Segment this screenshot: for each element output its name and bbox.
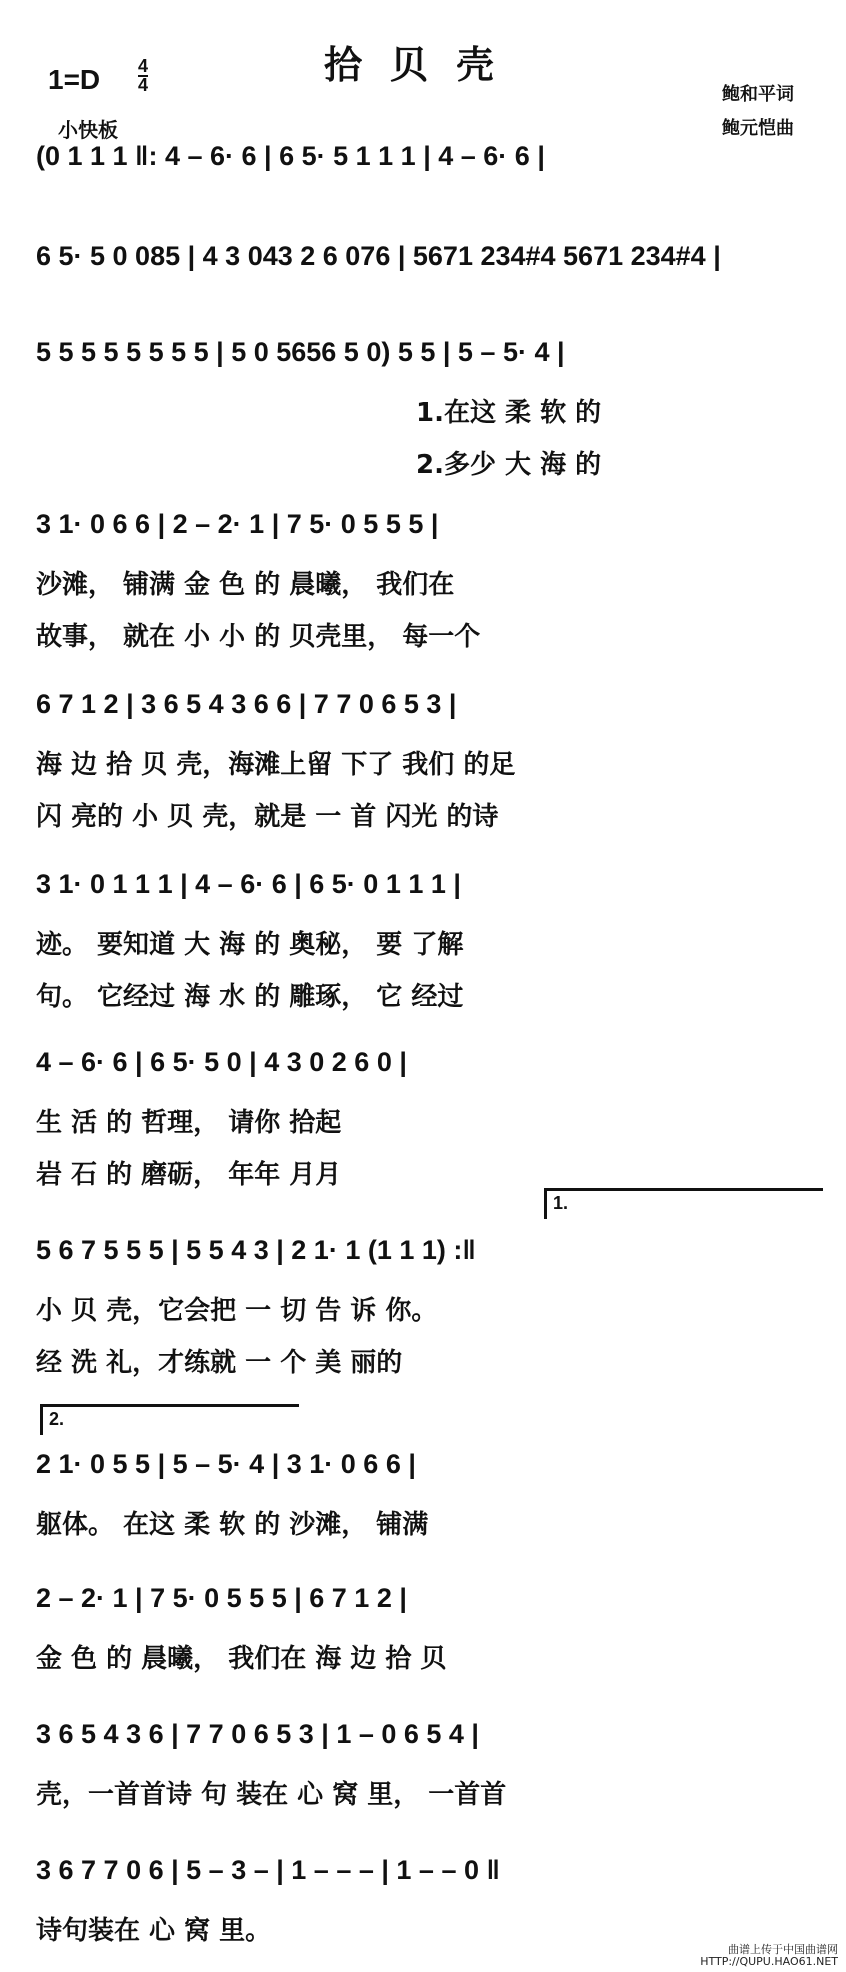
lyric-verse-1: 沙滩， 铺满 金 色 的 晨曦， 我们在 <box>36 570 455 600</box>
lyric-verse-2: 故事， 就在 小 小 的 贝壳里， 每一个 <box>36 622 481 652</box>
notation-line: 3 1· 0 6 6 | 2 – 2· 1 | 7 5· 0 5 5 5 | <box>36 508 439 539</box>
lyric-verse-1: 小 贝 壳，它会把 一 切 告 诉 你。 <box>36 1296 438 1326</box>
time-signature-bottom: 4 <box>138 75 149 95</box>
notation-line: 5 5 5 5 5 5 5 5 | 5 0 5656 5 0) 5 5 | 5 – 5· 4 | <box>36 336 565 367</box>
song-title: 拾贝壳 <box>323 43 522 87</box>
source-watermark <box>700 1944 838 1968</box>
lyric-verse-1: 迹。 要知道 大 海 的 奥秘， 要 了解 <box>36 930 464 960</box>
lyric-verse-2: 闪 亮的 小 贝 壳，就是 一 首 闪光 的诗 <box>36 802 499 832</box>
notation-line: 2 – 2· 1 | 7 5· 0 5 5 5 | 6 7 1 2 | <box>36 1582 407 1613</box>
lyricist-credit: 鲍和平词 <box>722 84 794 105</box>
notation-line: 3 6 5 4 3 6 | 7 7 0 6 5 3 | 1 – 0 6 5 4 | <box>36 1718 479 1749</box>
lyric-line: 金 色 的 晨曦， 我们在 海 边 拾 贝 <box>36 1644 447 1674</box>
watermark-line-2: HTTP://QUPU.HAO61.NET <box>700 1955 838 1968</box>
notation-line: 6 7 1 2 | 3 6 5 4 3 6 6 | 7 7 0 6 5 3 | <box>36 688 457 719</box>
lyric-verse-1: 1.在这 柔 软 的 <box>416 398 602 428</box>
first-ending-bracket: 1. <box>544 1188 823 1219</box>
lyric-line: 诗句装在 心 窝 里。 <box>36 1916 272 1946</box>
tempo-marking: 小快板 <box>58 118 118 142</box>
lyric-verse-1: 生 活 的 哲理， 请你 拾起 <box>36 1108 342 1138</box>
notation-line: (0 1 1 1 ‖: 4 – 6· 6 | 6 5· 5 1 1 1 | 4 – 6· 6 | <box>36 140 545 171</box>
notation-line: 4 – 6· 6 | 6 5· 5 0 | 4 3 0 2 6 0 | <box>36 1046 407 1077</box>
watermark-line-1: 曲谱上传于中国曲谱网 <box>728 1943 838 1956</box>
notation-line: 2 1· 0 5 5 | 5 – 5· 4 | 3 1· 0 6 6 | <box>36 1448 416 1479</box>
lyric-verse-2: 经 洗 礼，才练就 一 个 美 丽的 <box>36 1348 403 1378</box>
notation-line: 3 6 7 7 0 6 | 5 – 3 – | 1 – – – | 1 – – 0 ‖ <box>36 1854 500 1885</box>
second-ending-bracket: 2. <box>40 1404 299 1435</box>
lyric-verse-2: 岩 石 的 磨砺， 年年 月月 <box>36 1160 342 1190</box>
notation-line: 3 1· 0 1 1 1 | 4 – 6· 6 | 6 5· 0 1 1 1 | <box>36 868 461 899</box>
composer-credit: 鲍元恺曲 <box>722 118 794 139</box>
key-signature: 1=D <box>48 64 101 95</box>
notation-line: 6 5· 5 0 085 | 4 3 043 2 6 076 | 5671 234#4 5671 234#4 | <box>36 240 721 271</box>
lyric-line: 壳，一首首诗 句 装在 心 窝 里， 一首首 <box>36 1780 507 1810</box>
lyric-verse-2: 2.多少 大 海 的 <box>416 450 602 480</box>
time-signature <box>138 58 148 93</box>
lyric-verse-2: 句。 它经过 海 水 的 雕琢， 它 经过 <box>36 982 464 1012</box>
notation-line: 5 6 7 5 5 5 | 5 5 4 3 | 2 1· 1 (1 1 1) :‖ <box>36 1234 476 1265</box>
lyric-verse-1: 海 边 拾 贝 壳，海滩上留 下了 我们 的足 <box>36 750 516 780</box>
lyric-line: 躯体。 在这 柔 软 的 沙滩， 铺满 <box>36 1510 429 1540</box>
time-signature-top: 4 <box>138 56 149 76</box>
